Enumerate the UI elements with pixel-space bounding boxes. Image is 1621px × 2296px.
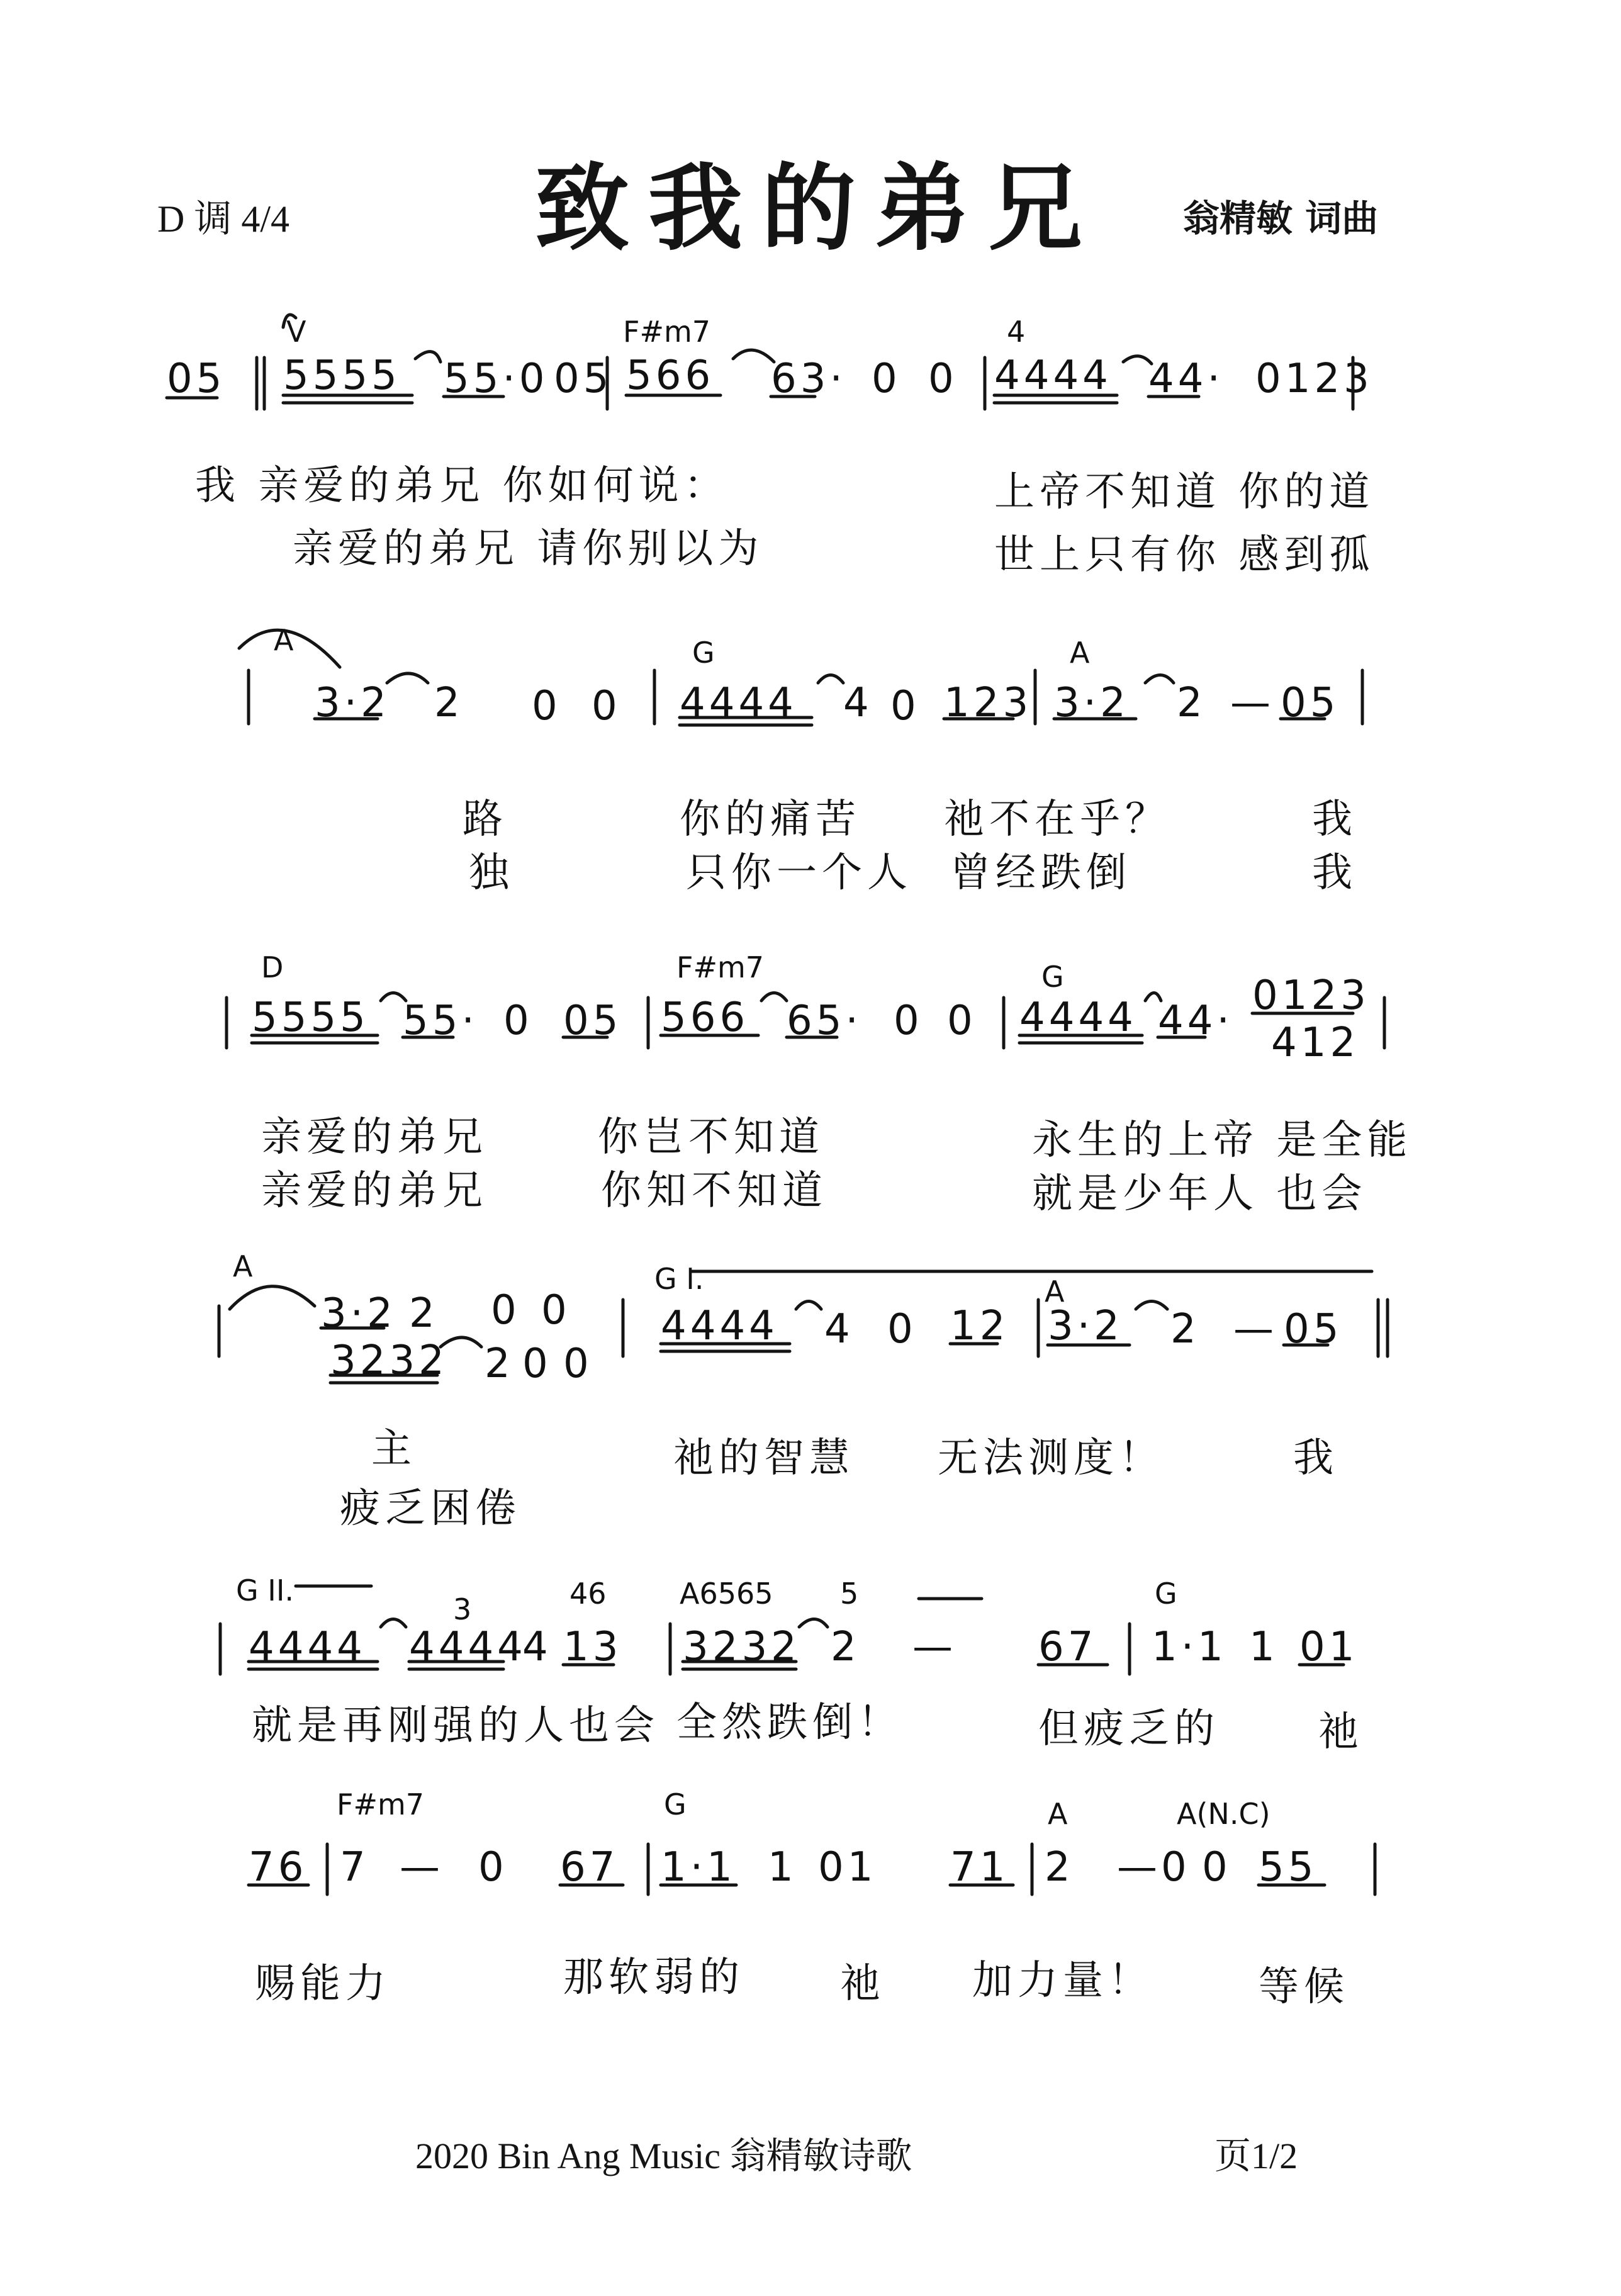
lyric-line: 主: [371, 1426, 417, 1472]
chord: 46: [569, 1577, 607, 1611]
chord: 5: [840, 1577, 859, 1611]
note-group: 4444: [661, 1303, 778, 1349]
tie: [381, 1619, 406, 1628]
note-group: 3232: [683, 1624, 800, 1670]
lyric-line: 曾经跌倒: [950, 850, 1131, 896]
note-group: 3232: [330, 1337, 448, 1384]
chord: A: [1048, 1797, 1068, 1831]
note-group: 4444: [680, 680, 797, 726]
note-group: 0123: [1252, 972, 1370, 1019]
note-group: 2: [1170, 1306, 1200, 1353]
lyric-line: 但疲乏的: [1038, 1706, 1220, 1752]
note-group: 67: [1038, 1624, 1097, 1670]
note-group: 0: [872, 356, 901, 402]
note-group: 0: [563, 1341, 593, 1387]
lyric-line: 祂不在乎？: [944, 796, 1170, 843]
tie: [1123, 356, 1152, 364]
note-group: 3·2: [1054, 680, 1130, 726]
note-group: 4444: [249, 1624, 366, 1670]
note-group: 1: [1249, 1624, 1279, 1670]
note-group: 0: [887, 1306, 917, 1353]
chord: G: [1041, 960, 1064, 994]
lyric-line: 亲爱的弟兄 请你别以为: [293, 526, 764, 572]
note-group: 55·: [403, 998, 478, 1044]
chord: A: [1070, 636, 1090, 670]
composer-credit: 翁精敏 词曲: [1183, 197, 1379, 240]
chord: F#m7: [623, 315, 711, 349]
lyric-line: 你知不知道: [601, 1168, 827, 1214]
note-group: 2: [831, 1624, 860, 1670]
note-group: 4444: [994, 352, 1112, 399]
chord: A: [274, 623, 294, 657]
lyric-line: 我 亲爱的弟兄 你如何说：: [195, 463, 729, 509]
note-group: —: [1117, 1844, 1161, 1891]
note-group: 2: [434, 680, 464, 726]
lyric-line: 祂: [840, 1961, 885, 2007]
note-group: 1·1: [661, 1844, 736, 1891]
note-group: 71: [950, 1844, 1009, 1891]
note-group: 0: [1161, 1844, 1191, 1891]
note-group: 0123: [1255, 356, 1373, 402]
chord: G: [692, 636, 715, 670]
chord: 3: [453, 1592, 472, 1626]
footer-copyright: 2020 Bin Ang Music 翁精敏诗歌: [415, 2136, 912, 2176]
note-group: 44·: [1148, 356, 1224, 402]
note-group: 4444: [409, 1624, 527, 1670]
note-group: 123: [944, 680, 1033, 726]
note-group: 4444: [1019, 994, 1137, 1041]
note-group: 2: [1045, 1844, 1074, 1891]
lyric-line: 全然跌倒！: [676, 1699, 903, 1746]
note-group: 05: [1281, 680, 1340, 726]
note-group: 63·: [771, 356, 846, 402]
note-group: 3·2: [321, 1290, 396, 1337]
chord: F#m7: [676, 950, 765, 984]
page-number: 页1/2: [1214, 2136, 1298, 2176]
tie: [1145, 993, 1161, 1001]
lyric-line: 加力量！: [972, 1957, 1153, 2004]
chord: A: [1045, 1275, 1065, 1308]
chord: A: [233, 1249, 253, 1283]
tie: [1145, 675, 1174, 684]
chord: A(N.C): [1177, 1797, 1270, 1831]
note-group: 3·2: [1048, 1303, 1123, 1349]
lyric-line: 我: [1312, 796, 1357, 843]
note-group: 12: [950, 1303, 1009, 1349]
chord: V: [286, 315, 306, 349]
note-group: 0: [532, 683, 561, 729]
note-group: 0: [928, 356, 958, 402]
key-signature: D 调 4/4: [157, 198, 289, 240]
tie: [415, 352, 440, 362]
lyric-line: 我: [1293, 1435, 1338, 1482]
tie: [1136, 1302, 1167, 1310]
lyric-line: 世上只有你 感到孤: [994, 532, 1375, 578]
note-group: 0: [890, 683, 920, 729]
note-group: —: [1230, 680, 1274, 726]
note-group: 2: [1177, 680, 1206, 726]
note-group: 2: [485, 1341, 514, 1387]
note-group: 0: [522, 1341, 552, 1387]
lyric-line: 你岂不知道: [598, 1114, 824, 1161]
note-group: 566: [661, 994, 749, 1041]
slur: [239, 630, 340, 667]
lyric-line: 亲爱的弟兄: [261, 1114, 488, 1161]
lyric-line: 亲爱的弟兄: [261, 1168, 488, 1214]
chord: G II.: [236, 1573, 294, 1607]
note-group: 65·: [787, 998, 862, 1044]
note-group: 0: [947, 998, 977, 1044]
lyric-line: 赐能力: [255, 1961, 391, 2007]
tie: [733, 350, 774, 362]
note-group: 13: [563, 1624, 622, 1670]
note-group: 412: [1271, 1020, 1360, 1066]
note-group: 55·0: [444, 356, 549, 402]
chord: A6565: [680, 1577, 773, 1611]
lyric-line: 祂: [1318, 1709, 1364, 1755]
tie: [818, 675, 843, 684]
note-group: 01: [1299, 1624, 1359, 1670]
lyric-line: 只你一个人: [686, 850, 912, 896]
lyric-line: 疲乏困倦: [340, 1485, 521, 1532]
tie: [387, 673, 428, 683]
note-group: 67: [560, 1844, 619, 1891]
note-group: 0: [491, 1287, 520, 1334]
lyric-line: 就是再刚强的人也会: [252, 1702, 659, 1749]
tie: [761, 993, 787, 1001]
note-group: 0: [541, 1287, 571, 1334]
note-group: 1: [768, 1844, 797, 1891]
chord: D: [261, 950, 284, 984]
slur: [230, 1286, 315, 1309]
note-group: 01: [818, 1844, 877, 1891]
chord: G: [1155, 1577, 1177, 1611]
tie: [440, 1337, 481, 1347]
lyric-line: 等候: [1259, 1964, 1349, 2010]
lyric-line: 独: [469, 850, 514, 896]
note-group: 5555: [252, 994, 369, 1041]
note-group: 44·: [1158, 998, 1233, 1044]
note-group: 4: [824, 1306, 854, 1353]
lyric-line: 我: [1312, 850, 1357, 896]
note-group: 05: [167, 356, 226, 402]
chord: G: [664, 1787, 687, 1821]
note-group: 0: [592, 683, 621, 729]
note-group: 4: [843, 680, 873, 726]
note-group: —: [912, 1624, 956, 1670]
note-group: —: [1233, 1306, 1277, 1353]
note-group: 0: [478, 1844, 508, 1891]
note-group: 05: [1284, 1306, 1343, 1353]
lyric-line: 上帝不知道 你的道: [994, 469, 1375, 515]
song-title: 致我的弟兄: [535, 153, 1102, 264]
note-group: 55: [1259, 1844, 1318, 1891]
chord: G I.: [654, 1262, 704, 1296]
note-group: 3·2: [315, 680, 390, 726]
tie: [283, 315, 296, 327]
note-group: 0: [894, 998, 923, 1044]
note-group: 566: [626, 352, 715, 399]
note-group: 1·1: [1152, 1624, 1227, 1670]
tie: [796, 1302, 821, 1310]
note-group: 5555: [283, 352, 401, 399]
lyric-line: 就是少年人 也会: [1032, 1171, 1367, 1217]
note-group: 4: [522, 1624, 552, 1670]
note-group: 05: [554, 356, 613, 402]
note-group: 0: [1202, 1844, 1231, 1891]
lyric-line: 你的痛苦: [680, 796, 861, 843]
note-group: 0: [503, 998, 533, 1044]
note-group: 7: [340, 1844, 369, 1891]
chord: F#m7: [337, 1787, 425, 1821]
chord: 4: [1007, 315, 1026, 349]
note-group: 2: [409, 1290, 439, 1337]
tie: [381, 993, 406, 1001]
tie: [799, 1619, 827, 1628]
lyric-line: 祂的智慧: [673, 1435, 855, 1482]
note-group: 76: [249, 1844, 308, 1891]
lyric-line: 路: [463, 796, 508, 843]
lyric-line: 永生的上帝 是全能: [1032, 1117, 1413, 1164]
lyric-line: 无法测度！: [938, 1435, 1164, 1482]
lyric-line: 那软弱的: [563, 1954, 744, 2001]
note-group: —: [400, 1844, 444, 1891]
note-group: 05: [563, 998, 622, 1044]
